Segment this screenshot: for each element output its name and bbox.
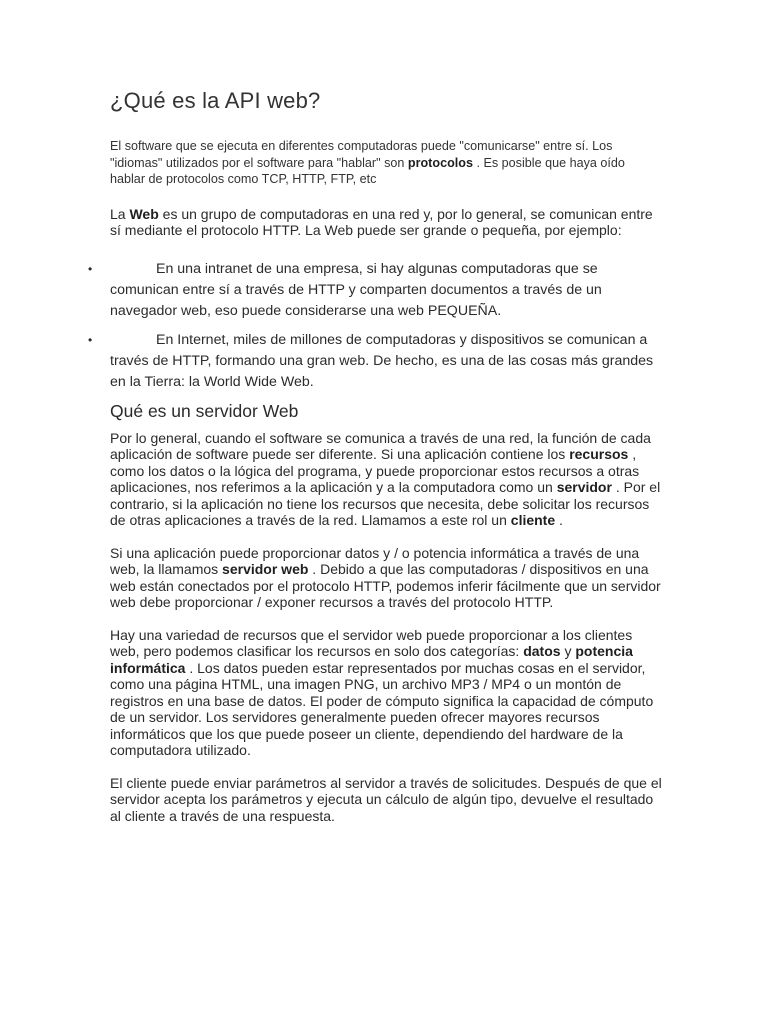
examples-list bbox=[88, 259, 662, 393]
term-cliente: cliente bbox=[510, 512, 556, 528]
spacer bbox=[110, 759, 662, 775]
server-text: . Por el contrario, si la aplicación no tiene los recursos que necesita, debe solicitar los recursos de otras aplicaciones a través de la red. Llamamos a este rol un bbox=[110, 479, 661, 528]
list-item-text: En una intranet de una empresa, si hay algunas computadoras que se comunican entre sí a través de HTTP y comparten documentos a través de un navegador web, eso puede considerarse una web PEQUEÑA. bbox=[110, 260, 602, 319]
list-item-text: En Internet, miles de millones de computadoras y dispositivos se comunican a través de HTTP, formando una gran web. De hecho, es una de las cosas más grandes en la Tierra: la World Wide Web. bbox=[110, 331, 654, 390]
article-body bbox=[88, 88, 662, 824]
intro-text-1: El software que se ejecuta en diferentes computadoras puede "comunicarse" entre sí. Los "idiomas" utilizados por el software para "hablar" son bbox=[110, 139, 613, 170]
term-web: Web bbox=[129, 205, 159, 222]
server-text: . Debido a que las computadoras / dispositivos en una web están conectados por el protocolo HTTP, podemos inferir fácilmente que un servidor web debe proporcionar / exponer recursos a través del protocolo HTTP. bbox=[110, 561, 661, 610]
bullet-marker: • bbox=[88, 261, 93, 276]
list-item bbox=[88, 330, 662, 393]
web-text-1: La bbox=[110, 205, 130, 222]
term-recursos: recursos bbox=[569, 446, 629, 462]
spacer bbox=[110, 611, 662, 627]
intro-paragraph bbox=[110, 138, 662, 188]
server-text: . bbox=[555, 512, 563, 528]
spacer bbox=[110, 188, 662, 206]
spacer bbox=[110, 529, 662, 545]
server-paragraph-3 bbox=[110, 627, 662, 759]
server-paragraph-4: El cliente puede enviar parámetros al servidor a través de solicitudes. Después de que el servidor acepta los parámetros y ejecuta un cálculo de algún tipo, devuelve el resultado al cliente a través de una respuesta. bbox=[110, 774, 662, 824]
page-title: ¿Qué es la API web? bbox=[110, 88, 321, 113]
web-text-2: es un grupo de computadoras en una red y, por lo general, se comunican entre sí mediante el protocolo HTTP. La Web puede ser grande o pequeña, por ejemplo: bbox=[110, 205, 653, 238]
bullet-marker: • bbox=[88, 332, 93, 347]
server-text: , como los datos o la lógica del programa, y puede proporcionar estos recursos a otras aplicaciones, nos referimos a la aplicación y a la computadora como un bbox=[110, 446, 640, 495]
server-text: Si una aplicación puede proporcionar datos y / o potencia informática a través de una web, la llamamos bbox=[110, 544, 640, 577]
web-paragraph bbox=[110, 206, 662, 239]
server-text: . Los datos pueden estar representados por muchas cosas en el servidor, como una página HTML, una imagen PNG, un archivo MP3 / MP4 o un montón de registros en una base de datos. El poder de cómputo significa la capacidad de cómputo de un servidor. Los servidores generalmente pueden ofrecer mayores recursos informáticos que los que puede poseer un cliente, dependiendo del hardware de la computadora utilizado. bbox=[110, 659, 654, 758]
server-text: y bbox=[560, 643, 576, 659]
server-text: Por lo general, cuando el software se comunica a través de una red, la función de cada aplicación de software puede ser diferente. Si una aplicación contiene los bbox=[110, 429, 651, 462]
term-servidor: servidor bbox=[556, 479, 612, 495]
list-item bbox=[88, 259, 662, 322]
term-protocolos: protocolos bbox=[407, 155, 473, 170]
term-datos: datos bbox=[523, 643, 561, 659]
server-text: Hay una variedad de recursos que el servidor web puede proporcionar a los clientes web, pero podemos clasificar los recursos en solo dos categorías: bbox=[110, 626, 633, 659]
server-paragraph-2 bbox=[110, 545, 662, 611]
term-servidor-web: servidor web bbox=[222, 561, 309, 577]
server-paragraph-1 bbox=[110, 430, 662, 529]
section-heading: Qué es un servidor Web bbox=[110, 400, 299, 421]
intro-text-2: . Es posible que haya oído hablar de protocolos como TCP, HTTP, FTP, etc bbox=[110, 155, 625, 186]
term-potencia-informatica: potencia informática bbox=[110, 643, 633, 676]
